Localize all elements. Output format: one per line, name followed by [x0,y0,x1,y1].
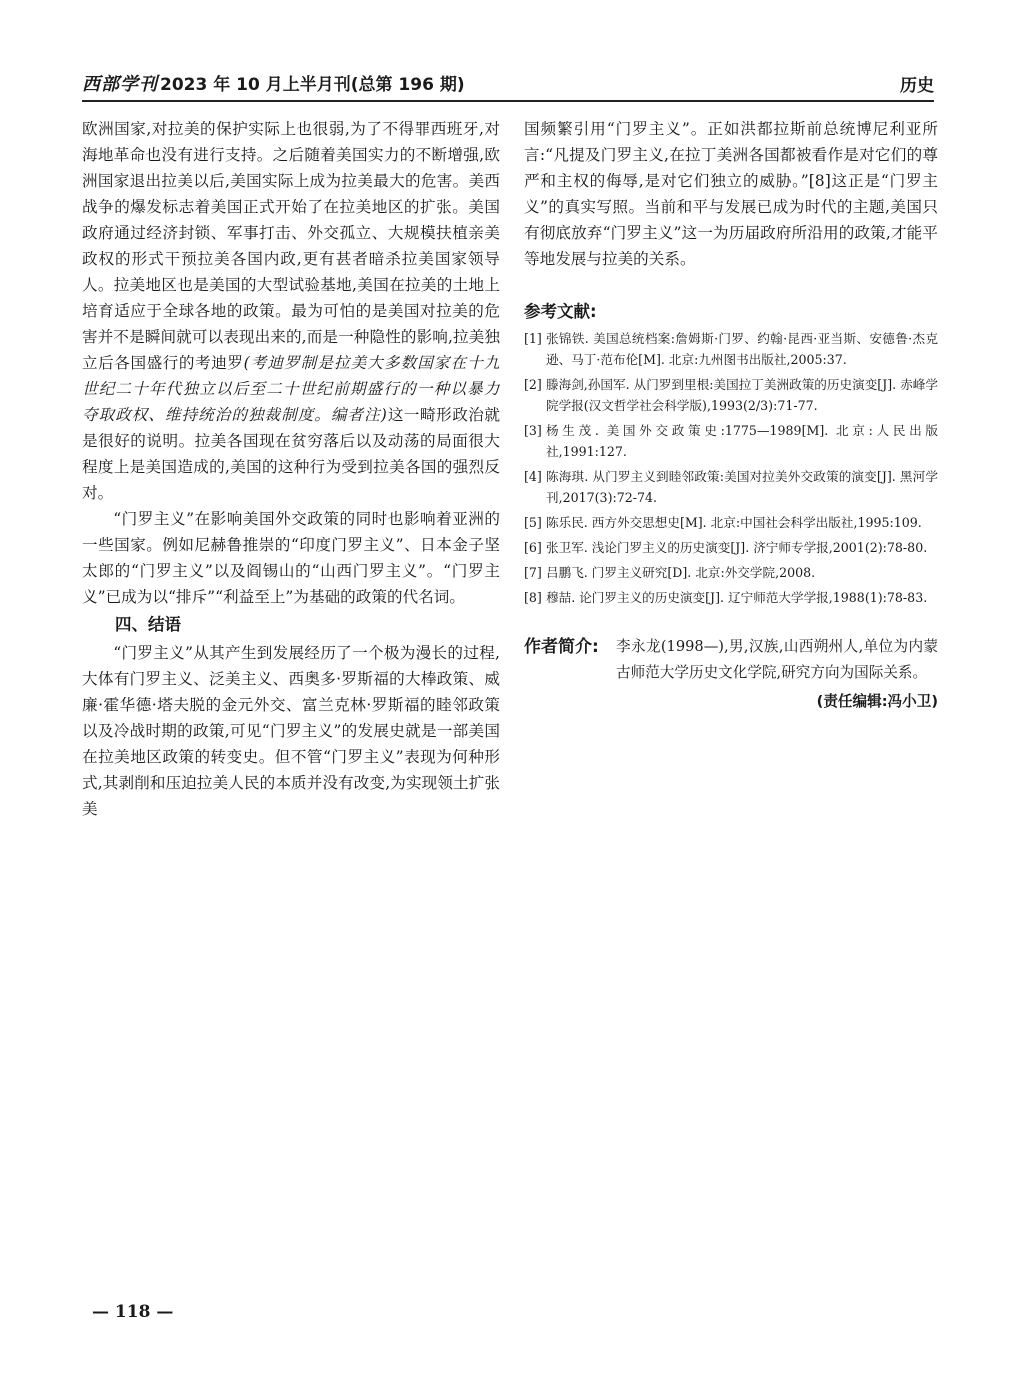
journal-logo: 西部学刊 [82,74,158,95]
body-paragraph-1 [82,116,500,506]
page-header [82,66,934,102]
reference-item [524,562,938,583]
reference-item [524,328,938,370]
reference-text: 穆喆. 论门罗主义的历史演变[J]. 辽宁师范大学学报,1988(1):78-83. [546,590,928,605]
right-column [524,116,938,711]
section-label: 历史 [900,76,934,96]
reference-item [524,512,938,533]
body-paragraph-2: “门罗主义”在影响美国外交政策的同时也影响着亚洲的一些国家。例如尼赫鲁推崇的“印度门罗主义”、日本金子坚太郎的“门罗主义”以及阎锡山的“山西门罗主义”。“门罗主义”已成为以“排斥”“利益至上”为基础的政策的代名词。 [82,510,500,606]
reference-text: 吕鹏飞. 门罗主义研究[D]. 北京:外交学院,2008. [546,565,816,580]
reference-list [524,328,938,608]
reference-number: [5] [524,515,542,530]
reference-item [524,374,938,416]
reference-item [524,466,938,508]
reference-number: [2] [524,377,542,392]
reference-text: 杨生茂. 美国外交政策史:1775—1989[M]. 北京:人民出版社,1991:127. [546,423,938,459]
responsible-editor: (责任编辑:冯小卫) [816,693,938,710]
reference-number: [1] [524,331,542,346]
author-text: 李永龙(1998—),男,汉族,山西朔州人,单位为内蒙古师范大学历史文化学院,研究方向为国际关系。 [616,638,938,681]
section-heading: 四、结语 [115,615,181,634]
editor-note: (考迪罗制是拉美大多数国家在十九世纪二十年代独立以后至二十世纪前期盛行的一种以暴力夺取政权、维持统治的独裁制度。编者注) [82,354,500,424]
reference-text: 陈海琪. 从门罗主义到睦邻政策:美国对拉美外交政策的演变[J]. 黑河学刊,2017(3):72-74. [546,469,938,505]
issue-info: 2023 年 10 月上半月刊(总第 196 期) [160,75,465,95]
header-journal [82,70,465,100]
reference-text: 陈乐民. 西方外交思想史[M]. 北京:中国社会科学出版社,1995:109. [546,515,922,530]
reference-number: [4] [524,469,542,484]
page-number: — 118 — [92,1302,174,1322]
author-label: 作者简介: [524,637,599,657]
references-heading: 参考文献: [524,302,597,321]
body-paragraph-3: “门罗主义”从其产生到发展经历了一个极为漫长的过程,大体有门罗主义、泛美主义、西奥多·罗斯福的大棒政策、威廉·霍华德·塔夫脱的金元外交、富兰克林·罗斯福的睦邻政策以及冷战时期的政策,可见“门罗主义”的发展史就是一部美国在拉美地区政策的转变史。但不管“门罗主义”表现为何种形式,其剥削和压迫拉美人民的本质并没有改变,为实现领土扩张美 [82,644,500,818]
reference-number: [3] [524,423,542,438]
reference-number: [8] [524,590,542,605]
reference-item [524,537,938,558]
body-paragraph-4: 国频繁引用“门罗主义”。正如洪都拉斯前总统博尼利亚所言:“凡提及门罗主义,在拉丁美洲各国都被看作是对它们的尊严和主权的侮辱,是对它们独立的威胁。”[8]这正是“门罗主义”的真实写照。当前和平与发展已成为时代的主题,美国只有彻底放弃“门罗主义”这一为历届政府所沿用的政策,才能平等地发展与拉美的关系。 [524,120,938,268]
reference-text: 滕海剑,孙国军. 从门罗到里根:美国拉丁美洲政策的历史演变[J]. 赤峰学院学报(汉文哲学社会科学版),1993(2/3):71-77. [546,377,938,413]
reference-text: 张锦铁. 美国总统档案:詹姆斯·门罗、约翰·昆西·亚当斯、安德鲁·杰克逊、马丁·范布伦[M]. 北京:九州图书出版社,2005:37. [546,331,938,367]
left-column [82,116,500,822]
reference-number: [6] [524,540,542,555]
paragraph-text-end: 这一畸形政治就是很好的说明。拉美各国现在贫穷落后以及动荡的局面很大程度上是美国造成的,美国的这种行为受到拉美各国的强烈反对。 [82,406,500,502]
author-bio [524,634,938,686]
reference-number: [7] [524,565,542,580]
reference-item [524,587,938,608]
reference-text: 张卫军. 浅论门罗主义的历史演变[J]. 济宁师专学报,2001(2):78-80. [546,540,928,555]
paragraph-text: 欧洲国家,对拉美的保护实际上也很弱,为了不得罪西班牙,对海地革命也没有进行支持。之后随着美国实力的不断增强,欧洲国家退出拉美以后,美国实际上成为拉美最大的危害。美西战争的爆发标志着美国正式开始了在拉美地区的扩张。美国政府通过经济封锁、军事打击、外交孤立、大规模扶植亲美政权的形式干预拉美各国内政,更有甚者暗杀拉美国家领导人。拉美地区也是美国的大型试验基地,美国在拉美的土地上培育适应于全球各地的政策。最为可怕的是美国对拉美的危害并不是瞬间就可以表现出来的,而是一种隐性的影响,拉美独立后各国盛行的考迪罗 [82,120,500,372]
reference-item [524,420,938,462]
